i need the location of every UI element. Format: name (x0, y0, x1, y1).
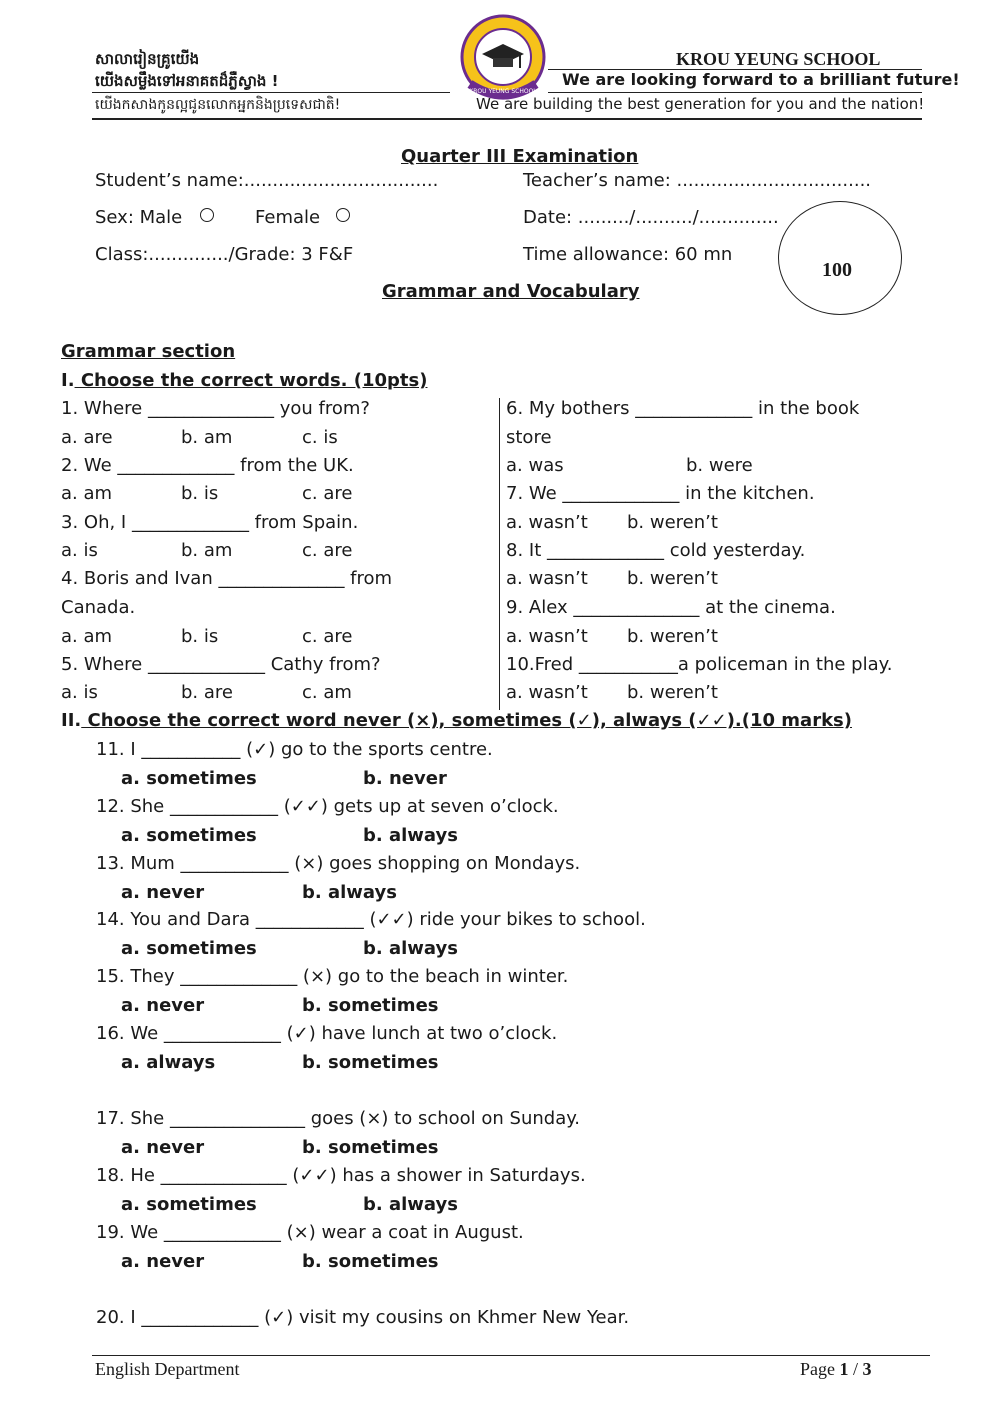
q18-option-a[interactable]: a. sometimes (121, 1194, 257, 1215)
q11-option-a[interactable]: a. sometimes (121, 768, 257, 789)
khmer-slogan: យើងកសាងកូនល្អជូនលោកអ្នកនិងប្រទេសជាតិ! (95, 97, 341, 113)
q6-option-b[interactable]: b. were (686, 455, 753, 476)
q8-option-a[interactable]: a. wasn’t (506, 568, 588, 589)
q7-option-a[interactable]: a. wasn’t (506, 512, 588, 533)
grammar-section-title: Grammar section (61, 341, 236, 362)
score-total: 100 (822, 259, 852, 281)
header-divider-bottom (92, 118, 922, 120)
time-allowance: Time allowance: 60 mn (523, 244, 733, 265)
q5-option-a[interactable]: a. is (61, 682, 98, 703)
q10-option-a[interactable]: a. wasn’t (506, 682, 588, 703)
q1-option-c[interactable]: c. is (302, 427, 338, 448)
footer-department: English Department (95, 1359, 240, 1379)
q7-option-b[interactable]: b. weren’t (627, 512, 718, 533)
svg-text:KROU YEUNG SCHOOL: KROU YEUNG SCHOOL (469, 88, 537, 95)
sex-male-label: Sex: Male (95, 207, 183, 228)
score-circle (778, 201, 902, 315)
school-slogan: We are building the best generation for you and the nation! (476, 95, 925, 113)
student-name-field: Student’s name:.................................. (95, 170, 439, 191)
q13-option-a[interactable]: a. never (121, 882, 205, 903)
sex-female-label: Female (255, 207, 321, 228)
q5-option-b[interactable]: b. are (181, 682, 233, 703)
q12-option-a[interactable]: a. sometimes (121, 825, 257, 846)
q14-option-a[interactable]: a. sometimes (121, 938, 257, 959)
exam-title: Quarter III Examination (401, 146, 639, 167)
q18-option-b[interactable]: b. always (363, 1194, 458, 1215)
q16-option-a[interactable]: a. always (121, 1052, 216, 1073)
khmer-school-name: សាលារៀនគ្រូយើង (95, 50, 200, 68)
part2-heading (61, 710, 852, 731)
header-divider-right (548, 92, 922, 93)
question-3: 3. Oh, I _____________ from Spain. (61, 512, 359, 533)
q13-option-b[interactable]: b. always (302, 882, 397, 903)
q5-option-c[interactable]: c. am (302, 682, 352, 703)
q2-option-c[interactable]: c. are (302, 483, 353, 504)
footer-page-number (800, 1359, 872, 1380)
part2-number: II. (61, 710, 82, 731)
question-13: 13. Mum ____________ (×) goes shopping on Mondays. (96, 853, 581, 874)
question-17: 17. She _______________ goes (×) to school on Sunday. (96, 1108, 581, 1129)
section-subtitle: Grammar and Vocabulary (382, 281, 640, 302)
q4-option-a[interactable]: a. am (61, 626, 113, 647)
question-14: 14. You and Dara ____________ (✓✓) ride your bikes to school. (96, 909, 646, 930)
column-divider (499, 398, 500, 710)
q4-option-c[interactable]: c. are (302, 626, 353, 647)
q12-option-b[interactable]: b. always (363, 825, 458, 846)
school-name: KROU YEUNG SCHOOL (676, 49, 881, 69)
q10-option-b[interactable]: b. weren’t (627, 682, 718, 703)
question-1: 1. Where ______________ you from? (61, 398, 370, 419)
question-6: 6. My bothers _____________ in the book (506, 398, 860, 419)
class-grade-field: Class:............../Grade: 3 F&F (95, 244, 354, 265)
part1-number: I. (61, 370, 75, 391)
q15-option-b[interactable]: b. sometimes (302, 995, 439, 1016)
question-16: 16. We _____________ (✓) have lunch at two o’clock. (96, 1023, 558, 1044)
q9-option-b[interactable]: b. weren’t (627, 626, 718, 647)
question-9: 9. Alex ______________ at the cinema. (506, 597, 836, 618)
date-field: Date: ........./........../.............. (523, 207, 779, 228)
page-label: Page (800, 1359, 840, 1379)
page-separator: / (848, 1359, 863, 1379)
q6-option-a[interactable]: a. was (506, 455, 564, 476)
q16-option-b[interactable]: b. sometimes (302, 1052, 439, 1073)
q3-option-a[interactable]: a. is (61, 540, 98, 561)
question-12: 12. She ____________ (✓✓) gets up at seven o’clock. (96, 796, 559, 817)
part2-title: Choose the correct word never (×), sometimes (✓), always (✓✓).(10 marks) (81, 710, 852, 731)
question-20: 20. I _____________ (✓) visit my cousins on Khmer New Year. (96, 1307, 630, 1328)
khmer-motto: យើងសម្លឹងទៅអនាគតដ៏ភ្លឺស្វាង ! (95, 72, 279, 90)
question-18: 18. He ______________ (✓✓) has a shower in Saturdays. (96, 1165, 586, 1186)
q19-option-b[interactable]: b. sometimes (302, 1251, 439, 1272)
footer-divider (92, 1355, 930, 1356)
school-logo (460, 14, 546, 100)
page-current: 1 (839, 1359, 849, 1379)
q4-option-b[interactable]: b. is (181, 626, 219, 647)
question-15: 15. They _____________ (×) go to the beach in winter. (96, 966, 569, 987)
q14-option-b[interactable]: b. always (363, 938, 458, 959)
part1-title: Choose the correct words. (10pts) (74, 370, 428, 391)
q2-option-a[interactable]: a. am (61, 483, 113, 504)
question-4: 4. Boris and Ivan ______________ from (61, 568, 393, 589)
question-19: 19. We _____________ (×) wear a coat in August. (96, 1222, 524, 1243)
q9-option-a[interactable]: a. wasn’t (506, 626, 588, 647)
question-8: 8. It _____________ cold yesterday. (506, 540, 806, 561)
school-motto: We are looking forward to a brilliant future! (562, 70, 960, 89)
page-total: 3 (862, 1359, 872, 1379)
question-5: 5. Where _____________ Cathy from? (61, 654, 381, 675)
question-4-cont: Canada. (61, 597, 136, 618)
q3-option-b[interactable]: b. am (181, 540, 233, 561)
question-6-cont: store (506, 427, 552, 448)
question-7: 7. We _____________ in the kitchen. (506, 483, 815, 504)
q17-option-b[interactable]: b. sometimes (302, 1137, 439, 1158)
q17-option-a[interactable]: a. never (121, 1137, 205, 1158)
part1-heading (61, 370, 427, 391)
q19-option-a[interactable]: a. never (121, 1251, 205, 1272)
female-radio-icon[interactable] (336, 208, 350, 222)
question-10: 10.Fred ___________a policeman in the play. (506, 654, 893, 675)
q3-option-c[interactable]: c. are (302, 540, 353, 561)
q2-option-b[interactable]: b. is (181, 483, 219, 504)
header-divider-left (92, 92, 450, 93)
question-2: 2. We _____________ from the UK. (61, 455, 354, 476)
q1-option-b[interactable]: b. am (181, 427, 233, 448)
male-radio-icon[interactable] (200, 208, 214, 222)
q11-option-b[interactable]: b. never (363, 768, 447, 789)
q15-option-a[interactable]: a. never (121, 995, 205, 1016)
question-11: 11. I ___________ (✓) go to the sports centre. (96, 739, 493, 760)
teacher-name-field: Teacher’s name: .................................. (523, 170, 872, 191)
q8-option-b[interactable]: b. weren’t (627, 568, 718, 589)
q1-option-a[interactable]: a. are (61, 427, 113, 448)
